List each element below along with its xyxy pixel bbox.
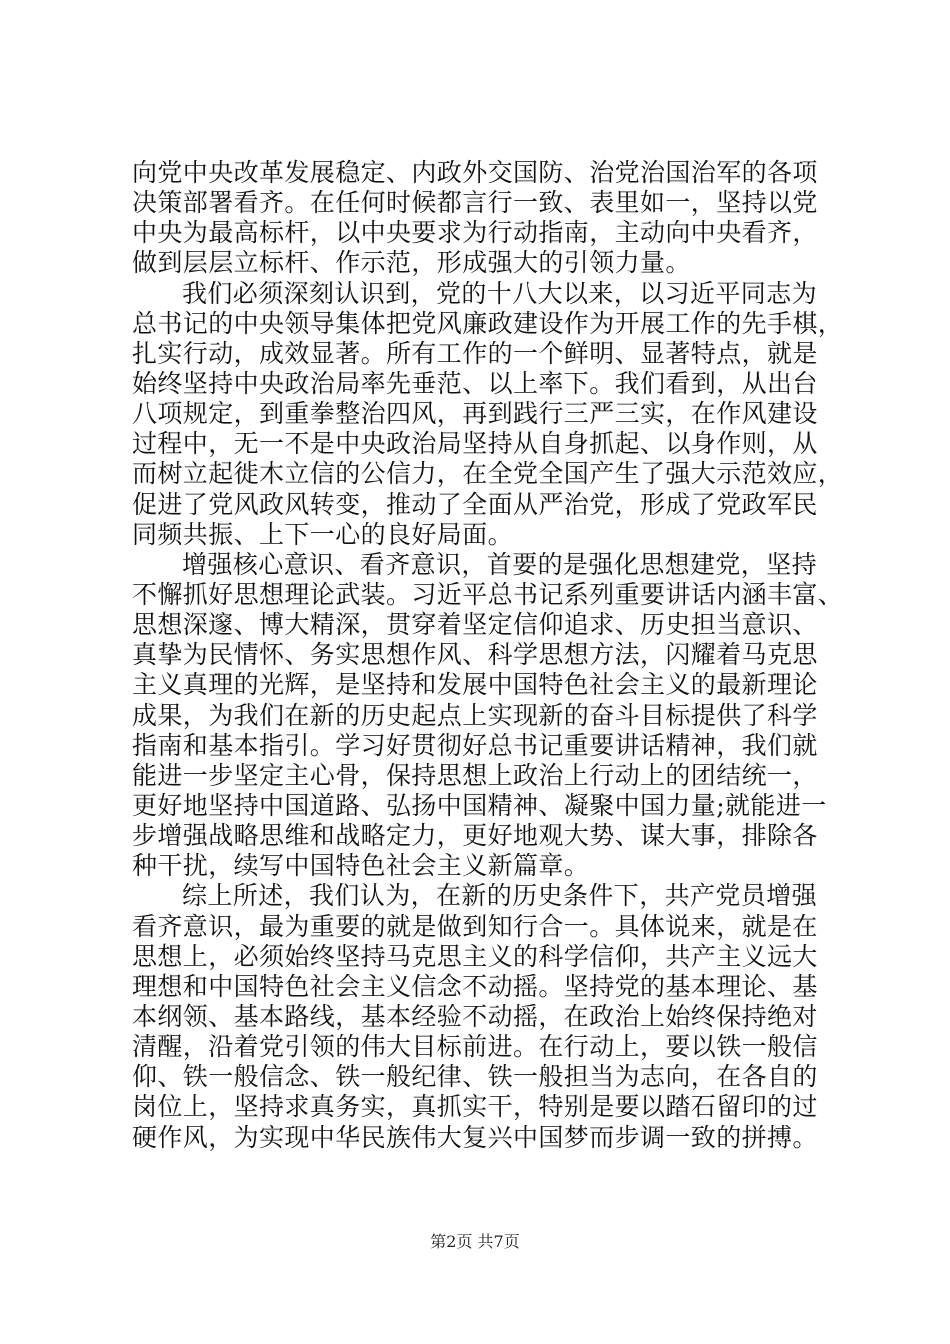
text-line: 主义真理的光辉，是坚持和发展中国特色社会主义的最新理论	[132, 670, 818, 700]
text-line: 成果，为我们在新的历史起点上实现新的奋斗目标提供了科学	[132, 700, 818, 730]
document-body	[132, 158, 844, 1153]
text-line: 步增强战略思维和战略定力，更好地观大势、谋大事，排除各	[132, 821, 818, 851]
text-line: 更好地坚持中国道路、弘扬中国精神、凝聚中国力量;就能进一	[132, 790, 827, 820]
text-line: 不懈抓好思想理论武装。习近平总书记系列重要讲话内涵丰富、	[132, 579, 844, 609]
text-line: 始终坚持中央政治局率先垂范、以上率下。我们看到，从出台	[132, 368, 818, 398]
text-line: 硬作风，为实现中华民族伟大复兴中国梦而步调一致的拼搏。	[132, 1122, 818, 1152]
text-line: 指南和基本指引。学习好贯彻好总书记重要讲话精神，我们就	[132, 730, 818, 760]
text-line: 决策部署看齐。在任何时候都言行一致、表里如一，坚持以党	[132, 188, 818, 218]
text-line: 向党中央改革发展稳定、内政外交国防、治党治国治军的各项	[132, 158, 818, 187]
text-line: 看齐意识，最为重要的就是做到知行合一。具体说来，就是在	[132, 911, 818, 941]
text-line: 能进一步坚定主心骨，保持思想上政治上行动上的团结统一，	[132, 760, 818, 790]
paragraph-first-line: 我们必须深刻认识到，党的十八大以来，以习近平同志为	[182, 278, 818, 308]
text-line: 促进了党风政风转变，推动了全面从严治党，形成了党政军民	[132, 489, 818, 519]
text-line: 扎实行动，成效显著。所有工作的一个鲜明、显著特点，就是	[132, 338, 818, 368]
text-line: 而树立起徙木立信的公信力，在全党全国产生了强大示范效应，	[132, 459, 844, 489]
text-line: 总书记的中央领导集体把党风廉政建设作为开展工作的先手棋，	[132, 308, 844, 338]
text-line: 同频共振、上下一心的良好局面。	[132, 519, 514, 549]
text-line: 理想和中国特色社会主义信念不动摇。坚持党的基本理论、基	[132, 971, 818, 1001]
text-line: 岗位上，坚持求真务实，真抓实干，特别是要以踏石留印的过	[132, 1092, 818, 1122]
text-line: 清醒，沿着党引领的伟大目标前进。在行动上，要以铁一般信	[132, 1032, 818, 1062]
text-line: 仰、铁一般信念、铁一般纪律、铁一般担当为志向，在各自的	[132, 1062, 818, 1092]
text-line: 本纲领、基本路线，基本经验不动摇，在政治上始终保持绝对	[132, 1001, 818, 1031]
text-line: 真挚为民情怀、务实思想作风、科学思想方法，闪耀着马克思	[132, 640, 818, 670]
text-line: 做到层层立标杆、作示范，形成强大的引领力量。	[132, 248, 691, 278]
paragraph-first-line: 增强核心意识、看齐意识，首要的是强化思想建党，坚持	[182, 549, 818, 579]
text-line: 中央为最高标杆，以中央要求为行动指南，主动向中央看齐，	[132, 218, 818, 248]
text-line: 八项规定，到重拳整治四风，再到践行三严三实，在作风建设	[132, 399, 818, 429]
text-line: 种干扰，续写中国特色社会主义新篇章。	[132, 851, 590, 881]
text-line: 思想深邃、博大精深，贯穿着坚定信仰追求、历史担当意识、	[132, 610, 818, 640]
paragraph-first-line: 综上所述，我们认为，在新的历史条件下，共产党员增强	[182, 881, 818, 911]
page-footer: 第2页 共7页	[430, 1232, 520, 1251]
text-line: 过程中，无一不是中央政治局坚持从自身抓起、以身作则，从	[132, 429, 818, 459]
text-line: 思想上，必须始终坚持马克思主义的科学信仰，共产主义远大	[132, 941, 818, 971]
